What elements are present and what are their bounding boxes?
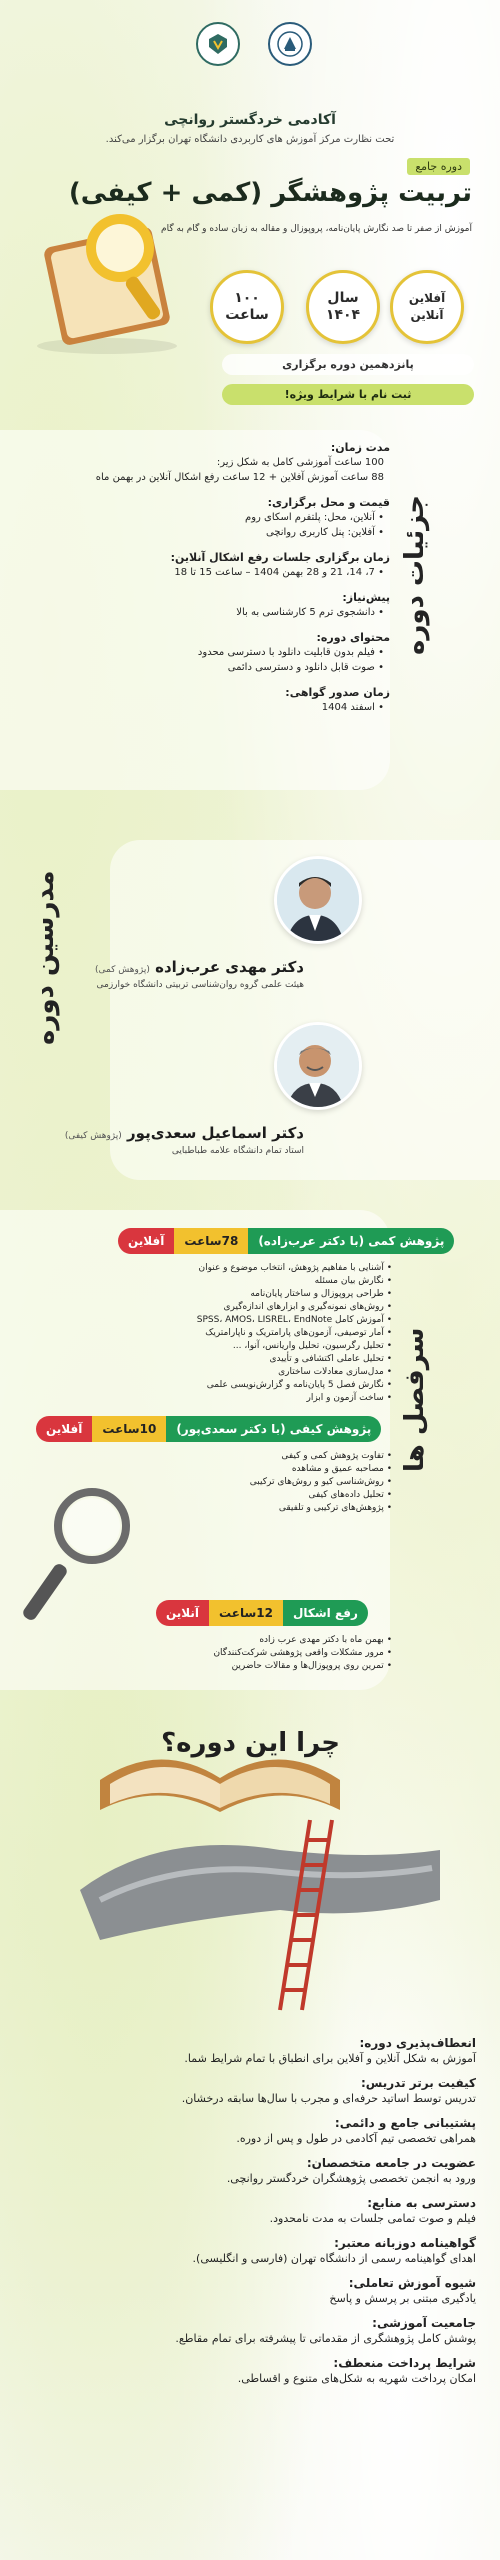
why-heading: جامعیت آموزشی: [372, 2316, 476, 2330]
list-item: • مصاحبه عمیق و مشاهده [92, 1463, 392, 1476]
details-line: 88 ساعت آموزش آفلاین + 12 ساعت رفع اشکال آنلاین در بهمن ماه [95, 472, 384, 483]
year-badge [306, 270, 380, 344]
list-item: • مدل‌سازی معادلات ساختاری [52, 1366, 392, 1379]
list-item: • آشنایی با مفاهیم پژوهش، انتخاب موضوع و عنوان [52, 1262, 392, 1275]
details-heading-0: مدت زمان: [330, 441, 390, 454]
list-item: • روش‌شناسی کیو و روش‌های ترکیبی [92, 1476, 392, 1489]
details-heading-1: قیمت و محل برگزاری: [267, 496, 390, 509]
why-heading: شیوه آموزش تعاملی: [348, 2276, 476, 2290]
why-list [26, 2036, 476, 2396]
why-text: آموزش به شکل آنلاین و آفلاین برای انطباق با تمام شرایط شما. [184, 2052, 476, 2065]
details-line: • صوت قابل دانلود و دسترسی دائمی [227, 662, 384, 673]
why-text: تدریس توسط اساتید حرفه‌ای و مجرب با سال‌ها سابقه درخشان. [181, 2092, 476, 2105]
why-heading: عضویت در جامعه متخصصان: [306, 2156, 476, 2170]
instructor-name-text: دکتر اسماعیل سعدی‌پور [127, 1124, 304, 1142]
why-heading: دسترسی به منابع: [367, 2196, 476, 2210]
module-mode: آفلاین [118, 1228, 174, 1254]
why-heading: گواهینامه دوزبانه معتبر: [334, 2236, 476, 2250]
details-list [30, 440, 390, 715]
module-header [156, 1600, 368, 1626]
instructor-name [65, 1124, 304, 1142]
why-text: فیلم و صوت تمامی جلسات به مدت نامحدود. [269, 2212, 476, 2225]
list-item: • تحلیل داده‌های کیفی [92, 1489, 392, 1502]
instructor-name-text: دکتر مهدی عرب‌زاده [155, 958, 304, 976]
instructors-heading: مدرسین دوره [30, 870, 60, 1046]
syllabus-heading: سرفصل ها [400, 1327, 430, 1473]
details-heading-5: زمان صدور گواهی: [285, 686, 390, 699]
why-text: امکان پرداخت شهریه به شکل‌های متنوع و اقساطی. [237, 2372, 476, 2385]
mode-line-1: آفلاین [408, 291, 446, 305]
why-text: یادگیری مبتنی بر پرسش و پاسخ [329, 2292, 476, 2305]
list-item: • تحلیل عاملی اکتشافی و تأییدی [52, 1353, 392, 1366]
hours-line-1: ۱۰۰ [234, 290, 260, 306]
list-item: • تفاوت پژوهش کمی و کیفی [92, 1450, 392, 1463]
details-heading: جزئیات دوره [400, 494, 430, 656]
why-heading: شرایط پرداخت منعطف: [333, 2356, 476, 2370]
instructor-affiliation: استاد تمام دانشگاه علامه طباطبایی [171, 1146, 304, 1156]
details-line: • 7، 14، 21 و 28 بهمن 1404 – ساعت 15 تا 18 [174, 567, 384, 578]
list-item: • روش‌های نمونه‌گیری و ابزارهای اندازه‌گیری [52, 1301, 392, 1314]
module-title: پژوهش کیفی (با دکتر سعدی‌پور) [166, 1416, 381, 1442]
course-description: آموزش از صفر تا صد نگارش پایان‌نامه، پروپوزال و مقاله به زبان ساده و گام به گام [161, 224, 472, 234]
module-list [52, 1262, 392, 1405]
magnifier-icon [20, 1480, 140, 1640]
details-heading-2: زمان برگزاری جلسات رفع اشکال آنلاین: [170, 551, 390, 564]
academy-name: آکادمی خردگستر روانچی [164, 112, 336, 128]
year-line-1: سال [327, 290, 359, 306]
hours-line-2: ساعت [225, 307, 269, 323]
instructor-affiliation: هیئت علمی گروه روان‌شناسی تربیتی دانشگاه خوارزمی [96, 980, 304, 990]
list-item: • آموزش کامل SPSS، AMOS، LISREL، EndNote [52, 1314, 392, 1327]
academy-subtitle: تحت نظارت مرکز آموزش های کاربردی دانشگاه تهران برگزار می‌کند. [105, 134, 395, 145]
academy-logo-icon [196, 22, 240, 66]
instructor-name [95, 958, 304, 976]
details-line: 100 ساعت آموزشی کامل به شکل زیر: [216, 457, 384, 468]
hours-badge [210, 270, 284, 344]
why-text: پوشش کامل پژوهشگری از مقدماتی تا پیشرفته برای تمام مقاطع. [175, 2332, 476, 2345]
details-line: • آنلاین، محل: پلتفرم اسکای روم [245, 512, 384, 523]
why-heading: کیفیت برتر تدریس: [360, 2076, 476, 2090]
university-logo-icon [268, 22, 312, 66]
details-line: • آفلاین: پنل کاربری روانچی [265, 527, 384, 538]
instructor-role: (پژوهش کیفی) [64, 1131, 122, 1141]
module-title: رفع اشکال [283, 1600, 368, 1626]
why-text: اهدای گواهینامه رسمی از دانشگاه تهران (فارسی و انگلیسی). [192, 2252, 476, 2265]
module-mode: آفلاین [36, 1416, 92, 1442]
details-line: • اسفند 1404 [321, 702, 384, 713]
list-item: • طراحی پروپوزال و ساختار پایان‌نامه [52, 1288, 392, 1301]
details-heading-3: پیش‌نیاز: [342, 591, 390, 604]
details-line: • دانشجوی ترم 5 کارشناسی به بالا [236, 607, 384, 618]
mode-badge [390, 270, 464, 344]
list-item: • تحلیل رگرسیون، تحلیل واریانس، آنوا، ... [52, 1340, 392, 1353]
course-tag: دوره جامع [407, 158, 470, 175]
list-item: • بهمن ماه با دکتر مهدی عرب زاده [112, 1634, 392, 1647]
list-item: • نگارش فصل 5 پایان‌نامه و گزارش‌نویسی علمی [52, 1379, 392, 1392]
module-header [118, 1228, 454, 1254]
module-mode: آنلاین [156, 1600, 209, 1626]
details-line: • فیلم بدون قابلیت دانلود با دسترسی محدود [197, 647, 384, 658]
instructor-role: (پژوهش کمی) [94, 965, 150, 975]
list-item: • پژوهش‌های ترکیبی و تلفیقی [92, 1502, 392, 1515]
module-list [112, 1634, 392, 1673]
avatar [274, 856, 362, 944]
register-button[interactable]: ثبت نام با شرایط ویژه! [222, 384, 474, 405]
course-title: تربیت پژوهشگر (کمی + کیفی) [68, 178, 472, 208]
module-header [36, 1416, 381, 1442]
edition-pill: پانزدهمین دوره برگزاری [222, 354, 474, 375]
avatar [274, 1022, 362, 1110]
module-hours: 78ساعت [174, 1228, 248, 1254]
module-hours: 10ساعت [92, 1416, 166, 1442]
module-hours: 12ساعت [209, 1600, 283, 1626]
why-title: چرا این دوره؟ [161, 1728, 340, 1758]
module-title: پژوهش کمی (با دکتر عرب‌زاده) [248, 1228, 454, 1254]
list-item: • تمرین روی پروپوزال‌ها و مقالات حاضرین [112, 1660, 392, 1673]
details-heading-4: محتوای دوره: [316, 631, 390, 644]
mode-line-2: آنلاین [410, 308, 444, 322]
list-item: • نگارش بیان مسئله [52, 1275, 392, 1288]
list-item: • ساخت آزمون و ابزار [52, 1392, 392, 1405]
year-line-2: ۱۴۰۴ [325, 307, 361, 323]
why-text: ورود به انجمن تخصصی پژوهشگران خردگستر روانچی. [226, 2172, 476, 2185]
book-magnifier-icon [22, 176, 192, 356]
why-text: همراهی تخصصی تیم آکادمی در طول و پس از دوره. [236, 2132, 476, 2145]
list-item: • آمار توصیفی، آزمون‌های پارامتریک و ناپارامتریک [52, 1327, 392, 1340]
list-item: • مرور مشکلات واقعی پژوهشی شرکت‌کنندگان [112, 1647, 392, 1660]
why-heading: انعطاف‌پذیری دوره: [359, 2036, 476, 2050]
why-heading: پشتیبانی جامع و دائمی: [334, 2116, 476, 2130]
